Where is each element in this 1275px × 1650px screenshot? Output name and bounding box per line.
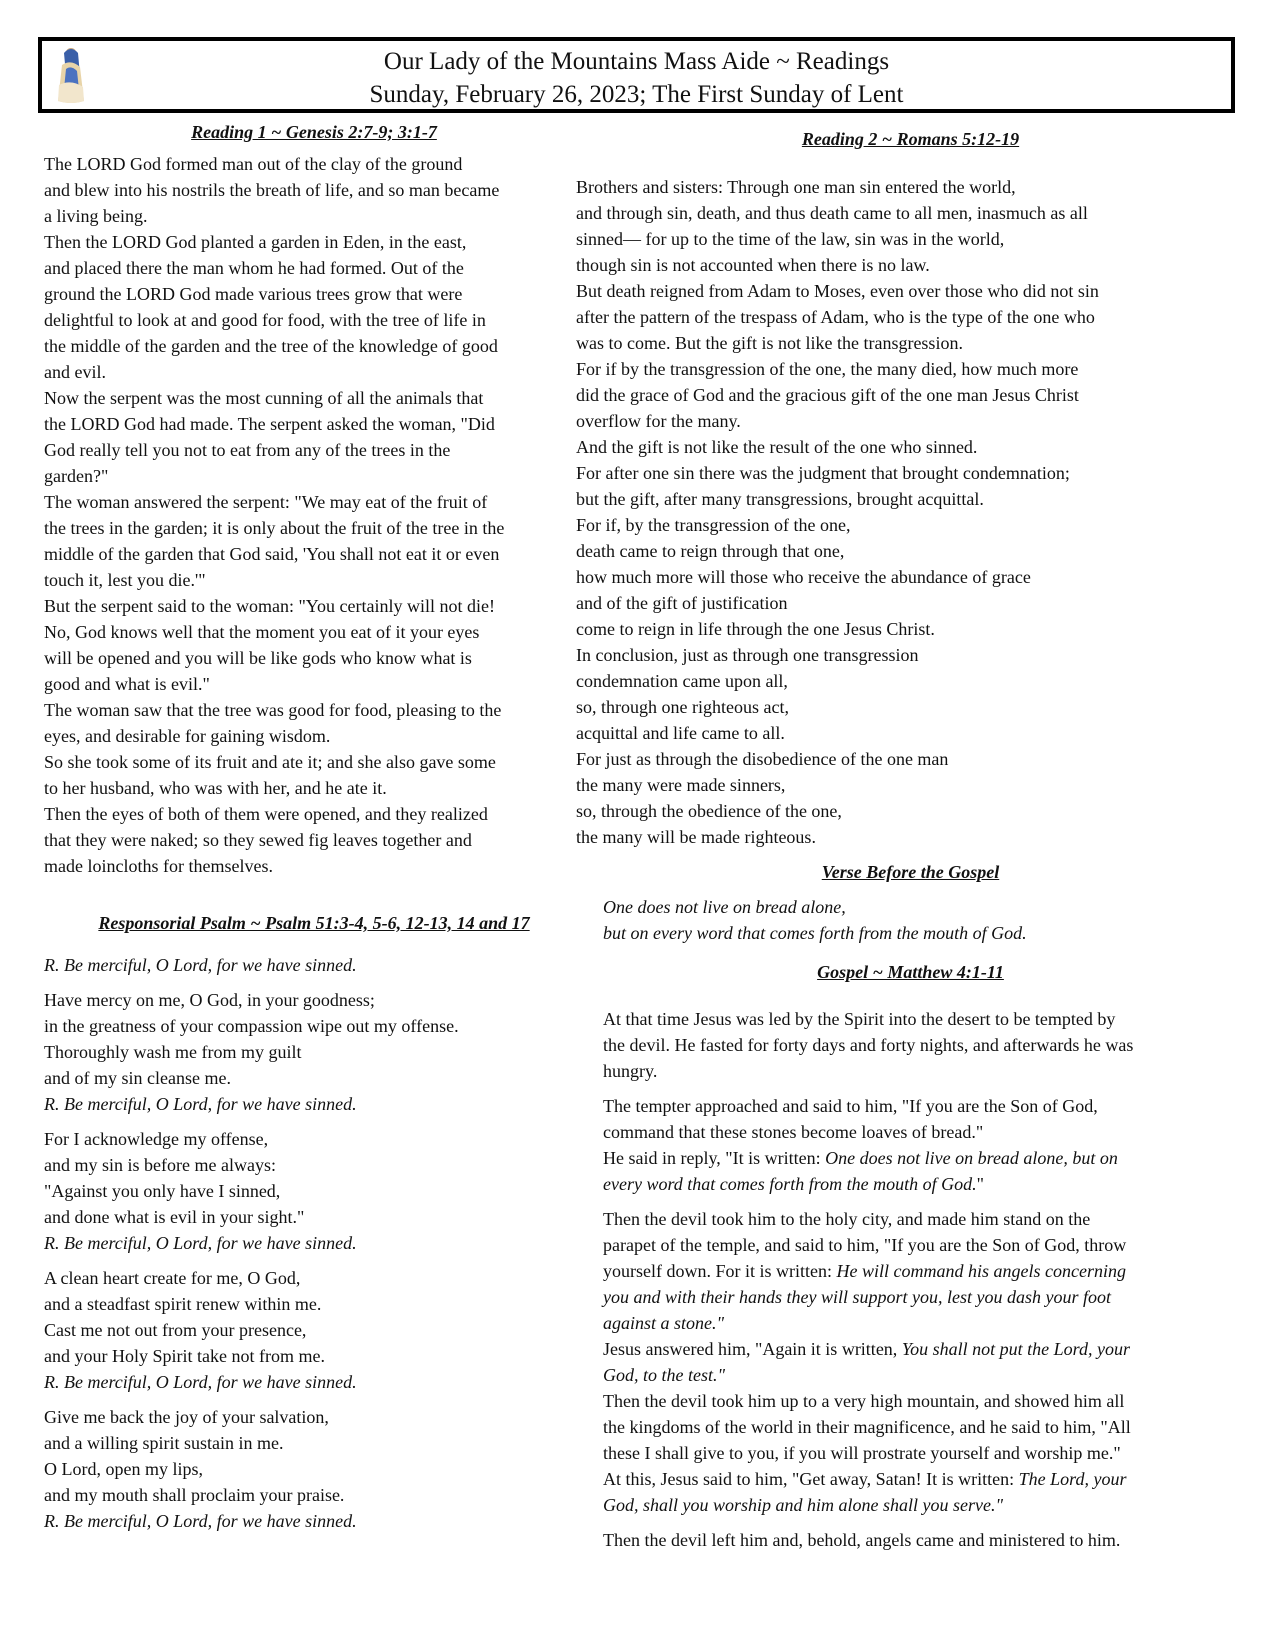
text-line: against a stone." [603,1313,725,1333]
text-line: command that these stones become loaves of bread." [603,1122,984,1142]
text-line: Cast me not out from your presence, [44,1320,307,1340]
text-line: The tempter approached and said to him, "If you are the Son of God, [603,1096,1098,1116]
text-line: was to come. But the gift is not like the transgression. [576,333,963,353]
reading1-heading: Reading 1 ~ Genesis 2:7-9; 3:1-7 [191,122,437,142]
text-line [603,1258,1218,1284]
text-line: touch it, lest you die.'" [44,570,206,590]
quote-span: You shall not put the Lord, your [901,1339,1131,1359]
text-line: Have mercy on me, O God, in your goodness; [44,990,375,1010]
text-line: For if, by the transgression of the one, [576,515,851,535]
text-line: ground the LORD God made various trees grow that were [44,284,463,304]
text-line: For I acknowledge my offense, [44,1129,269,1149]
text-line: after the pattern of the trespass of Adam, who is the type of the one who [576,307,1095,327]
text-line: hungry. [603,1061,658,1081]
gospel-paragraph-2 [603,1093,1218,1197]
psalm-response: R. Be merciful, O Lord, for we have sinned. [44,1511,357,1531]
reading2-heading: Reading 2 ~ Romans 5:12-19 [801,129,1020,149]
text-line: and a willing spirit sustain in me. [44,1433,284,1453]
text-line: And the gift is not like the result of the one who sinned. [576,437,978,457]
text-line: the middle of the garden and the tree of the knowledge of good [44,336,498,356]
psalm-response: R. Be merciful, O Lord, for we have sinned. [44,1372,357,1392]
quote-span: every word that comes forth from the mouth of God. [603,1174,977,1194]
text-line: The LORD God formed man out of the clay of the ground [44,154,463,174]
text-line: Brothers and sisters: Through one man sin entered the world, [576,177,1016,197]
text-line: did the grace of God and the gracious gift of the one man Jesus Christ [576,385,1079,405]
text-line: "Against you only have I sinned, [44,1181,281,1201]
text-line: acquittal and life came to all. [576,723,785,743]
text-line: overflow for the many. [576,411,741,431]
text-line: and my mouth shall proclaim your praise. [44,1485,345,1505]
text-line: At that time Jesus was led by the Spirit into the desert to be tempted by [603,1009,1116,1029]
quote-span: One does not live on bread alone, but on [825,1148,1118,1168]
text-line: good and what is evil." [44,674,210,694]
psalm-stanzas [44,987,584,1534]
psalm-stanza [44,1265,584,1395]
text-line: O Lord, open my lips, [44,1459,203,1479]
text-line: But the serpent said to the woman: "You certainly will not die! [44,596,495,616]
text-line: One does not live on bread alone, [603,897,846,917]
page-title: Our Lady of the Mountains Mass Aide ~ Readings [383,48,890,75]
text-line: garden?" [44,466,109,486]
text-line: the many will be made righteous. [576,827,816,847]
text-line: and done what is evil in your sight." [44,1207,305,1227]
text-line: you and with their hands they will support you, lest you dash your foot [603,1287,1111,1307]
gospel-paragraph-1 [603,1006,1218,1084]
text-line: the LORD God had made. The serpent asked the woman, "Did [44,414,495,434]
text-line [603,1171,1218,1197]
text-line: how much more will those who receive the abundance of grace [576,567,1031,587]
psalm-stanza [44,1126,584,1256]
text-line: For if by the transgression of the one, the many died, how much more [576,359,1079,379]
text-line: and your Holy Spirit take not from me. [44,1346,325,1366]
text-line: and through sin, death, and thus death came to all men, inasmuch as all [576,203,1088,223]
text-line: In conclusion, just as through one transgression [576,645,919,665]
text-span: yourself down. For it is written: [603,1261,837,1281]
text-line: For just as through the disobedience of the one man [576,749,949,769]
text-line: so, through the obedience of the one, [576,801,842,821]
text-line [603,1336,1218,1362]
text-line: but on every word that comes forth from the mouth of God. [603,923,1027,943]
text-line: For after one sin there was the judgment that brought condemnation; [576,463,1070,483]
text-line [603,1466,1218,1492]
gospel-heading: Gospel ~ Matthew 4:1-11 [817,962,1004,982]
text-line: death came to reign through that one, [576,541,845,561]
text-line: condemnation came upon all, [576,671,788,691]
text-line [603,1145,1218,1171]
text-line: delightful to look at and good for food, with the tree of life in [44,310,486,330]
gospel-paragraph-3 [603,1206,1218,1518]
text-line: Now the serpent was the most cunning of all the animals that [44,388,484,408]
text-line: and my sin is before me always: [44,1155,276,1175]
text-line: the many were made sinners, [576,775,786,795]
text-line: Then the devil took him up to a very high mountain, and showed him all [603,1391,1125,1411]
psalm-response: R. Be merciful, O Lord, for we have sinned. [44,1233,357,1253]
text-line: sinned— for up to the time of the law, sin was in the world, [576,229,1005,249]
text-span: Jesus answered him, "Again it is written, [603,1339,902,1359]
text-line: God, to the test." [603,1365,726,1385]
psalm-response: R. Be merciful, O Lord, for we have sinned. [44,1094,357,1114]
text-line: and blew into his nostrils the breath of life, and so man became [44,180,500,200]
reading1-text [44,151,584,879]
psalm-response: R. Be merciful, O Lord, for we have sinned. [44,955,357,975]
text-line: but the gift, after many transgressions, brought acquittal. [576,489,984,509]
text-line: But death reigned from Adam to Moses, even over those who did not sin [576,281,1099,301]
psalm-stanza [44,1404,584,1534]
text-line: Give me back the joy of your salvation, [44,1407,329,1427]
text-line: The woman answered the serpent: "We may eat of the fruit of [44,492,488,512]
text-line: and evil. [44,362,106,382]
text-line: Then the devil took him to the holy city, and made him stand on the [603,1209,1091,1229]
left-column [44,119,584,1534]
text-line: a living being. [44,206,148,226]
text-line: The woman saw that the tree was good for food, pleasing to the [44,700,502,720]
text-line: Then the eyes of both of them were opened, and they realized [44,804,488,824]
text-line: made loincloths for themselves. [44,856,273,876]
text-line: will be opened and you will be like gods who know what is [44,648,472,668]
text-span: At this, Jesus said to him, "Get away, Satan! It is written: [603,1469,1019,1489]
text-line: and of my sin cleanse me. [44,1068,231,1088]
text-line: Thoroughly wash me from my guilt [44,1042,302,1062]
text-line: these I shall give to you, if you will prostrate yourself and worship me." [603,1443,1121,1463]
text-line: parapet of the temple, and said to him, "If you are the Son of God, throw [603,1235,1127,1255]
reading2-text [576,174,1218,850]
text-line: that they were naked; so they sewed fig leaves together and [44,830,472,850]
text-line: the kingdoms of the world in their magnificence, and he said to him, "All [603,1417,1131,1437]
right-column [576,126,1218,1553]
text-span: He said in reply, "It is written: [603,1148,826,1168]
text-span: " [976,1174,984,1194]
text-line: and placed there the man whom he had formed. Out of the [44,258,464,278]
text-line: the trees in the garden; it is only about the fruit of the tree in the [44,518,505,538]
text-line: though sin is not accounted when there is no law. [576,255,930,275]
gospel-text [603,1006,1218,1553]
text-line: Then the devil left him and, behold, angels came and ministered to him. [603,1530,1121,1550]
psalm-stanza [44,987,584,1117]
psalm-heading: Responsorial Psalm ~ Psalm 51:3-4, 5-6, 12-13, 14 and 17 [98,913,530,933]
text-line: in the greatness of your compassion wipe out my offense. [44,1016,459,1036]
text-line: and of the gift of justification [576,593,788,613]
quote-span: The Lord, your [1018,1469,1127,1489]
text-line: so, through one righteous act, [576,697,789,717]
verse-heading: Verse Before the Gospel [821,862,1000,882]
text-line: So she took some of its fruit and ate it; and she also gave some [44,752,496,772]
page-subtitle: Sunday, February 26, 2023; The First Sunday of Lent [369,81,904,108]
text-line: No, God knows well that the moment you eat of it your eyes [44,622,480,642]
text-line: the devil. He fasted for forty days and forty nights, and afterwards he was [603,1035,1134,1055]
text-line: come to reign in life through the one Jesus Christ. [576,619,935,639]
text-line: God, shall you worship and him alone shall you serve." [603,1495,1004,1515]
text-line: God really tell you not to eat from any of the trees in the [44,440,451,460]
text-line: eyes, and desirable for gaining wisdom. [44,726,331,746]
page-header [38,37,1235,113]
text-line: middle of the garden that God said, 'You shall not eat it or even [44,544,500,564]
text-line: A clean heart create for me, O God, [44,1268,301,1288]
quote-span: He will command his angels concerning [836,1261,1126,1281]
text-line: and a steadfast spirit renew within me. [44,1294,322,1314]
verse-text [603,894,1218,946]
text-line: to her husband, who was with her, and he ate it. [44,778,387,798]
text-line: Then the LORD God planted a garden in Eden, in the east, [44,232,467,252]
gospel-paragraph-4 [603,1527,1218,1553]
